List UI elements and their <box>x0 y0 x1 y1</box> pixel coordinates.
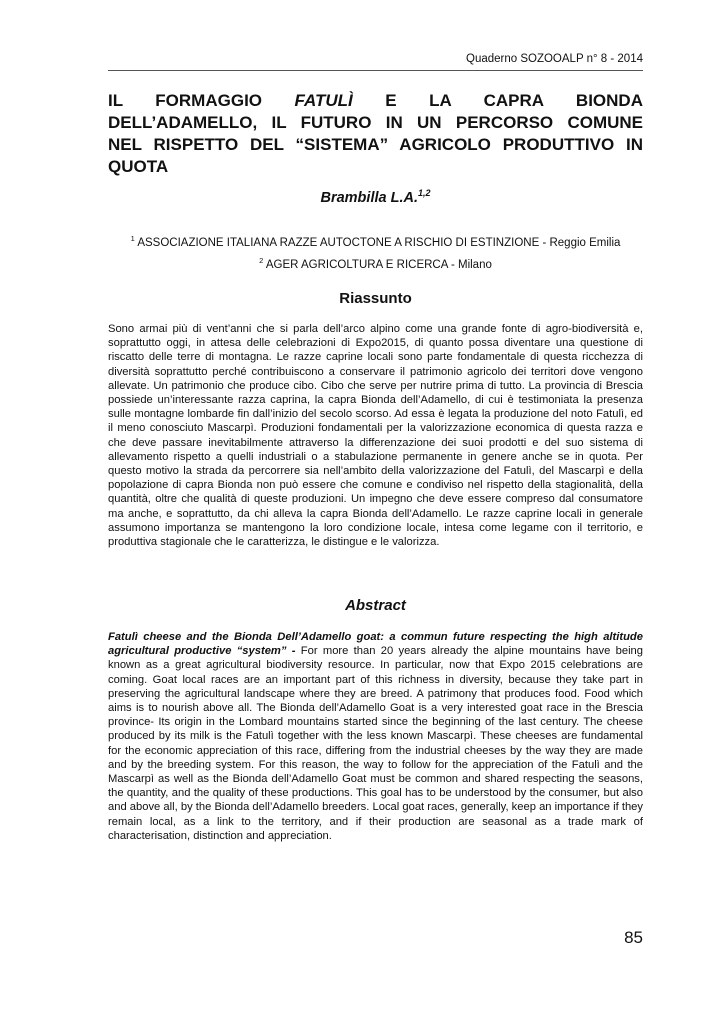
title-line-3: NEL RISPETTO DEL “SISTEMA” AGRICOLO PRODUTTIVO IN <box>108 135 643 154</box>
affiliation-1 <box>108 230 643 252</box>
title-fragment-italic: FATULÌ <box>294 91 353 110</box>
running-head: Quaderno SOZOOALP n° 8 - 2014 <box>466 53 643 65</box>
abstract-text: For more than 20 years already the alpine mountains have being known as a great agricultural biodiversity resource. In particular, now that Expo 2015 celebrations are coming. Goat local races are an important part of this richness in diversity, because they take part in preserving the agricultural landscape where they are breed. A patrimony that produces food. Food which aims is to nourish above all. The Bionda dell’Adamello Goat is a very interested goat race in the Brescia province- Its origin in the Lombard mountains started since the beginning of the last century. The cheese produced by its milk is the Fatulì together with the less known Mascarpì. These cheeses are fundamental for the economic appreciation of this race, differing from the industrial cheeses by the way they are made and by the breeding system. For this reason, the way to follow for the appreciation of the Fatulì and the Mascarpì as well as the Bionda dell’Adamello Goat must be common and shared respecting the seasons, the quantity, and the quality of these productions. This goal has to be understood by the consumer, but also and above all, by the Bionda dell’Adamello breeders. Local goat races, generally, keep an importance if they remain local, as a link to the territory, and if their production are seasonal as a trade mark of characterisation, distinction and appreciation. <box>108 645 644 842</box>
author-affiliation-marks: 1,2 <box>417 188 431 198</box>
header-rule <box>108 70 643 71</box>
abstract-title: Fatulì cheese and the Bionda Dell’Adamello goat: a commun future respecting the high altitude agricultural productive “system” - <box>108 631 643 658</box>
abstract-heading: Abstract <box>345 597 406 614</box>
affiliation-2 <box>108 252 643 274</box>
riassunto-body: Sono armai più di vent’anni che si parla dell’arco alpino come una grande fonte di agro-biodiversità e, soprattutto oggi, in attesa delle celebrazioni di Expo2015, di quanto possa diventare una questione di riscatto delle terre di montagna. Le razze caprine locali sono parte fondamentale di questa ricchezza di diversità soprattutto perché contribuiscono a conservare il patrimonio agricolo dei territori dove vengono allevate. Un patrimonio che produce cibo. Cibo che serve per nutrire prima di tutto. La provincia di Brescia possiede un’interessante razza caprina, la capra Bionda dell’Adamello, di cui è testimoniata la presenza sulle montagne lombarde fin dall’inizio del secolo scorso. Ad essa è legata la produzione del noto Fatulì, ed il meno conosciuto Mascarpì. Produzioni fondamentali per la valorizzazione economica di questa razza e che deve passare inevitabilmente attraverso la differenzazione dei suoi prodotti e del suo sistema di allevamento rispetto a quelli industriali o a stabulazione permanente in genere anche se in quota. Per questo motivo la strada da percorrere sia nell’ambito della valorizzazione del Fatulì, del Mascarpì e della popolazione di capra Bionda non può essere che comune e condiviso nel rispetto della stagionalità, della quantità, oltre che qualità di queste produzioni. Un impegno che deve essere compreso dal consumatore ma anche, e soprattutto, da chi alleva la capra Bionda dell’Adamello. Le razze caprine locali in generale assumono importanza se mantengono la loro condizione locale, intesa come legame con il territorio, e produttiva stagionale che le caratterizza, le distingue e le valorizza. <box>108 323 643 549</box>
affiliations <box>108 230 643 274</box>
title-fragment-1: IL FORMAGGIO <box>108 91 295 110</box>
title-line-1 <box>108 90 643 112</box>
affiliation-1-text: ASSOCIAZIONE ITALIANA RAZZE AUTOCTONE A RISCHIO DI ESTINZIONE - Reggio Emilia <box>137 236 621 249</box>
affiliation-2-text: AGER AGRICOLTURA E RICERCA - Milano <box>265 258 492 271</box>
title-line-4: QUOTA <box>108 157 169 176</box>
title-line-2: DELL’ADAMELLO, IL FUTURO IN UN PERCORSO COMUNE <box>108 113 643 132</box>
title-fragment-2: E LA CAPRA BIONDA <box>352 91 643 110</box>
affiliation-1-number: 1 <box>130 234 135 243</box>
affiliation-2-number: 2 <box>259 255 264 265</box>
author-line <box>108 188 643 206</box>
paper-title <box>108 90 643 178</box>
riassunto-heading: Riassunto <box>339 290 412 307</box>
page-number: 85 <box>624 928 643 947</box>
abstract-body <box>108 630 643 843</box>
author-name: Brambilla L.A. <box>320 189 418 206</box>
